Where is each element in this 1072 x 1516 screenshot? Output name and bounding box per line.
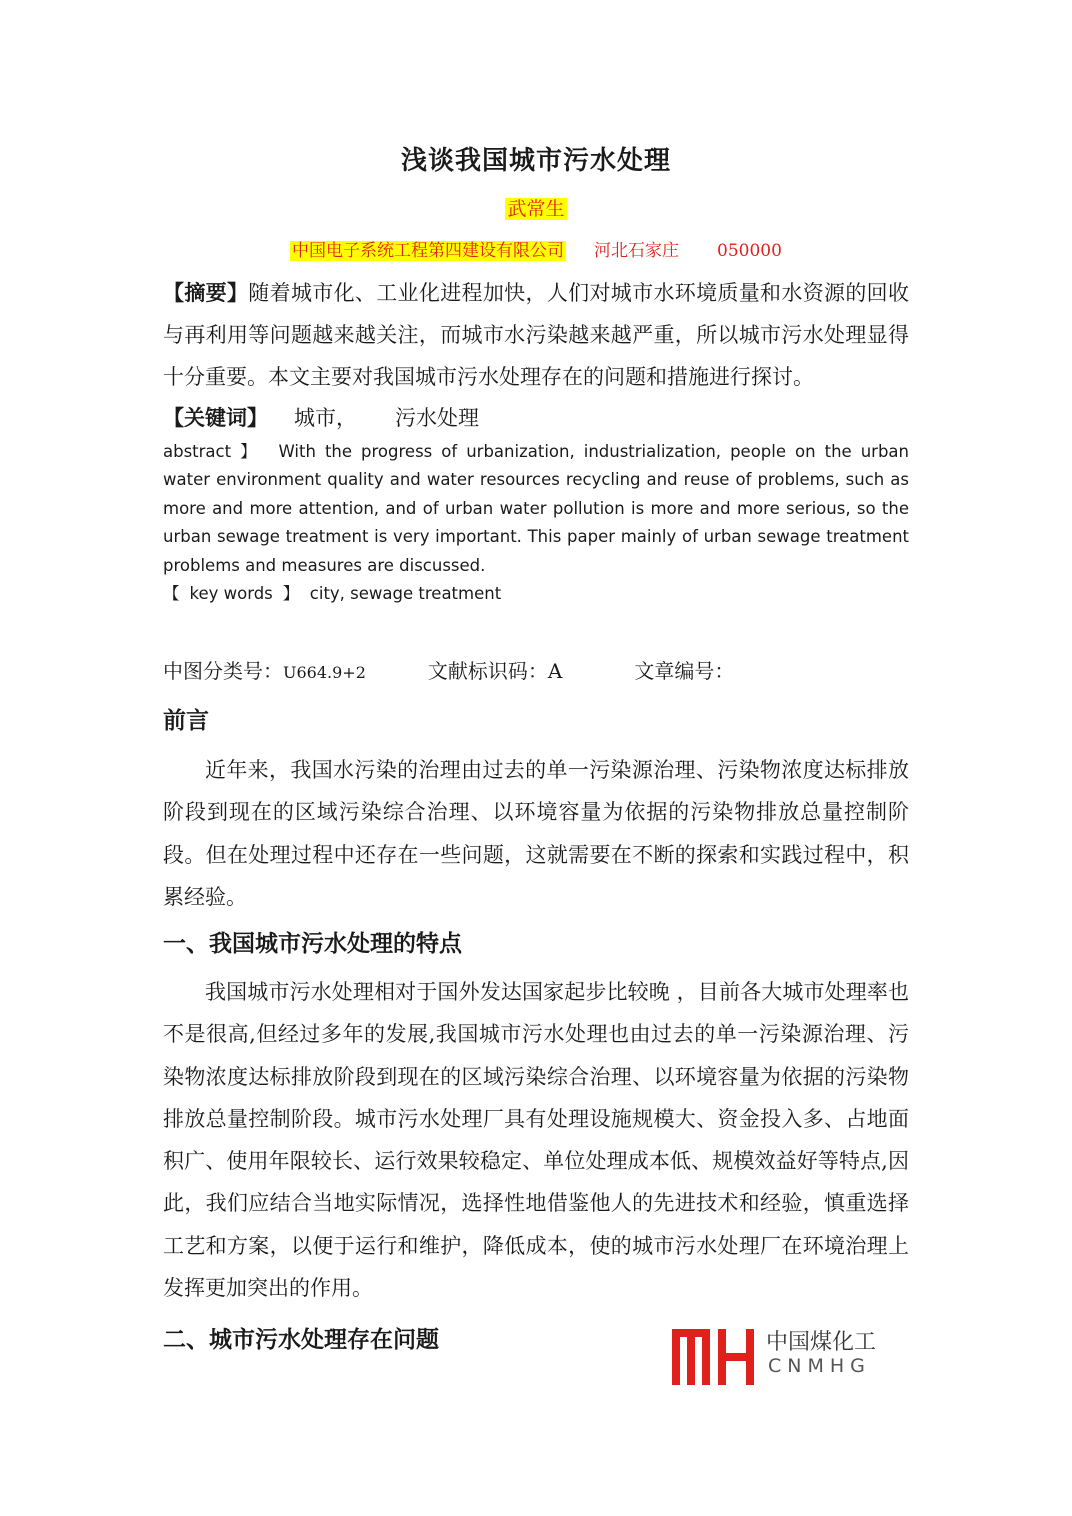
keywords-en [163, 580, 909, 608]
abstract-cn-label: 【摘要】 [163, 280, 249, 305]
abstract-en [163, 438, 909, 580]
section-heading-one: 一、我国城市污水处理的特点 [163, 930, 462, 957]
keywords-en-close: 】 [282, 584, 300, 603]
abstract-en-label: abstract 】 [163, 442, 261, 461]
section-heading-two: 二、城市污水处理存在问题 [163, 1326, 439, 1353]
cnmhg-logo-mark-icon [668, 1325, 760, 1387]
logo-text-cn: 中国煤化工 [766, 1330, 877, 1355]
keywords-en-label: key words [189, 584, 273, 603]
article-number-label: 文章编号： [634, 659, 735, 683]
doc-code-value: A [547, 659, 563, 683]
abstract-en-text: With the progress of urbanization, industrialization, people on the urban water environment quality and water resources recycling and reuse of problems, such as more and more attention, and of urban water pollution is more and more serious, so the urban sewage treatment is very important. This paper mainly of urban sewage treatment problems and measures are discussed. [163, 442, 909, 575]
keywords-cn-kw2: 污水处理 [395, 406, 479, 430]
keywords-en-open: 【 [163, 584, 180, 603]
affiliation-city: 河北石家庄 [594, 241, 680, 261]
section-text-preface: 近年来，我国水污染的治理由过去的单一污染源治理、污染物浓度达标排放阶段到现在的区域污染综合治理、以环境容量为依据的污染物排放总量控制阶段。但在处理过程中还存在一些问题，这就需要在不断的探索和实践过程中，积累经验。 [163, 758, 909, 909]
affiliation-postcode: 050000 [717, 241, 782, 261]
abstract-cn [163, 272, 909, 398]
keywords-cn [163, 400, 909, 436]
classification-line [163, 655, 909, 689]
author-name: 武常生 [507, 198, 565, 220]
affiliation-line [0, 236, 1072, 261]
abstract-cn-text: 随着城市化、工业化进程加快，人们对城市水环境质量和水资源的回收与再利用等问题越来越关注，而城市水污染越来越严重，所以城市污水处理显得十分重要。本文主要对我国城市污水处理存在的问题和措施进行探讨。 [163, 281, 909, 389]
clc-label: 中图分类号： [163, 659, 283, 683]
keywords-cn-label: 【关键词】 [163, 405, 268, 430]
author-line [0, 194, 1072, 221]
section-heading-preface: 前言 [163, 707, 209, 734]
cnmhg-logo [668, 1325, 878, 1387]
logo-text-en: CNMHG [768, 1355, 871, 1377]
affiliation-org: 中国电子系统工程第四建设有限公司 [292, 241, 565, 261]
doc-code-label: 文献标识码： [427, 659, 548, 683]
section-text-one: 我国城市污水处理相对于国外发达国家起步比较晚 ，目前各大城市处理率也不是很高,但经过多年的发展,我国城市污水处理也由过去的单一污染源治理、污染物浓度达标排放阶段到现在的区域污染综合治理、以环境容量为依据的污染物排放总量控制阶段。城市污水处理厂具有处理设施规模大、资金投入多、占地面积广、使用年限较长、运行效果较稳定、单位处理成本低、规模效益好等特点,因此，我们应结合当地实际情况，选择性地借鉴他人的先进技术和经验，慎重选择工艺和方案，以便于运行和维护，降低成本，使的城市污水处理厂在环境治理上发挥更加突出的作用。 [163, 980, 909, 1301]
clc-value: U664.9+2 [283, 663, 366, 682]
keywords-en-text: city, sewage treatment [309, 584, 502, 603]
keywords-cn-kw1: 城市， [294, 406, 357, 430]
paper-title: 浅谈我国城市污水处理 [400, 146, 671, 176]
